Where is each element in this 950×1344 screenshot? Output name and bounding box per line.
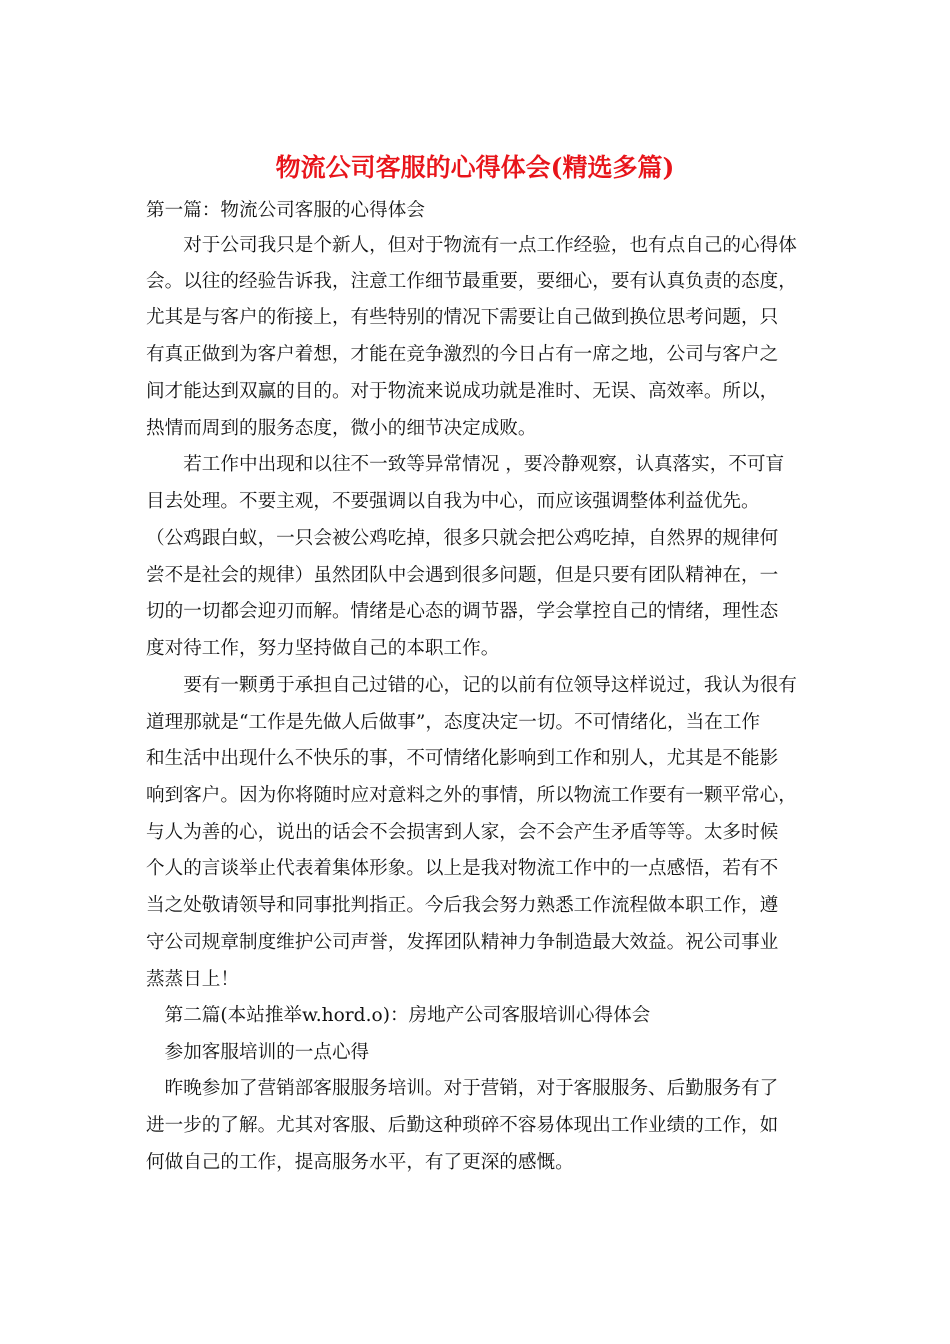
body-line: 目去处理。不要主观，不要强调以自我为中心，而应该强调整体利益优先。 — [146, 491, 760, 512]
body-line: 若工作中出现和以往不一致等异常情况 ，要冷静观察，认真落实，不可盲 — [146, 454, 785, 475]
document-title: 物流公司客服的心得体会(精选多篇) — [275, 153, 675, 182]
body-line: 会。以往的经验告诉我，注意工作细节最重要，要细心，要有认真负责的态度， — [146, 271, 797, 292]
body-line: 守公司规章制度维护公司声誉，发挥团队精神力争制造最大效益。祝公司事业 — [146, 932, 779, 953]
body-line: 与人为善的心，说出的话会不会损害到人家，会不会产生矛盾等等。太多时候 — [146, 822, 779, 843]
body-line: 道理那就是“工作是先做人后做事”，态度决定一切。不可情绪化，当在工作 — [146, 712, 761, 733]
body-line: 当之处敬请领导和同事批判指正。今后我会努力熟悉工作流程做本职工作，遵 — [146, 895, 779, 916]
body-line: 对于公司我只是个新人，但对于物流有一点工作经验，也有点自己的心得体 — [146, 235, 797, 256]
body-line: 间才能达到双赢的目的。对于物流来说成功就是准时、无误、高效率。所以， — [146, 381, 779, 402]
body-line: 和生活中出现什么不快乐的事，不可情绪化影响到工作和别人，尤其是不能影 — [146, 748, 779, 769]
body-line: 进一步的了解。尤其对客服、后勤这种琐碎不容易体现出工作业绩的工作，如 — [146, 1115, 779, 1136]
body-line: 尝不是社会的规律）虽然团队中会遇到很多问题，但是只要有团队精神在，一 — [146, 565, 779, 586]
body-line: 蒸蒸日上！ — [146, 969, 239, 990]
body-line: （公鸡跟白蚁，一只会被公鸡吃掉，很多只就会把公鸡吃掉，自然界的规律何 — [146, 528, 779, 549]
section-heading-1: 第一篇：物流公司客服的心得体会 — [146, 200, 425, 221]
section-heading-2: 第二篇(本站推举w.hord.o)：房地产公司客服培训心得体会 — [146, 1005, 651, 1026]
body-line: 个人的言谈举止代表着集体形象。以上是我对物流工作中的一点感悟，若有不 — [146, 858, 779, 879]
body-line: 度对待工作，努力坚持做自己的本职工作。 — [146, 638, 500, 659]
body-line: 昨晚参加了营销部客服服务培训。对于营销，对于客服服务、后勤服务有了 — [146, 1078, 779, 1099]
body-line: 尤其是与客户的衔接上，有些特别的情况下需要让自己做到换位思考问题，只 — [146, 307, 779, 328]
body-line: 热情而周到的服务态度，微小的细节决定成败。 — [146, 418, 537, 439]
body-line: 有真正做到为客户着想，才能在竞争激烈的今日占有一席之地，公司与客户之 — [146, 344, 779, 365]
body-line: 响到客户。因为你将随时应对意料之外的事情，所以物流工作要有一颗平常心， — [146, 785, 797, 806]
body-line: 何做自己的工作，提高服务水平，有了更深的感慨。 — [146, 1152, 574, 1173]
body-line: 切的一切都会迎刃而解。情绪是心态的调节器，学会掌控自己的情绪，理性态 — [146, 601, 779, 622]
body-line: 要有一颗勇于承担自己过错的心，记的以前有位领导这样说过，我认为很有 — [146, 675, 797, 696]
subheading: 参加客服培训的一点心得 — [146, 1042, 370, 1063]
